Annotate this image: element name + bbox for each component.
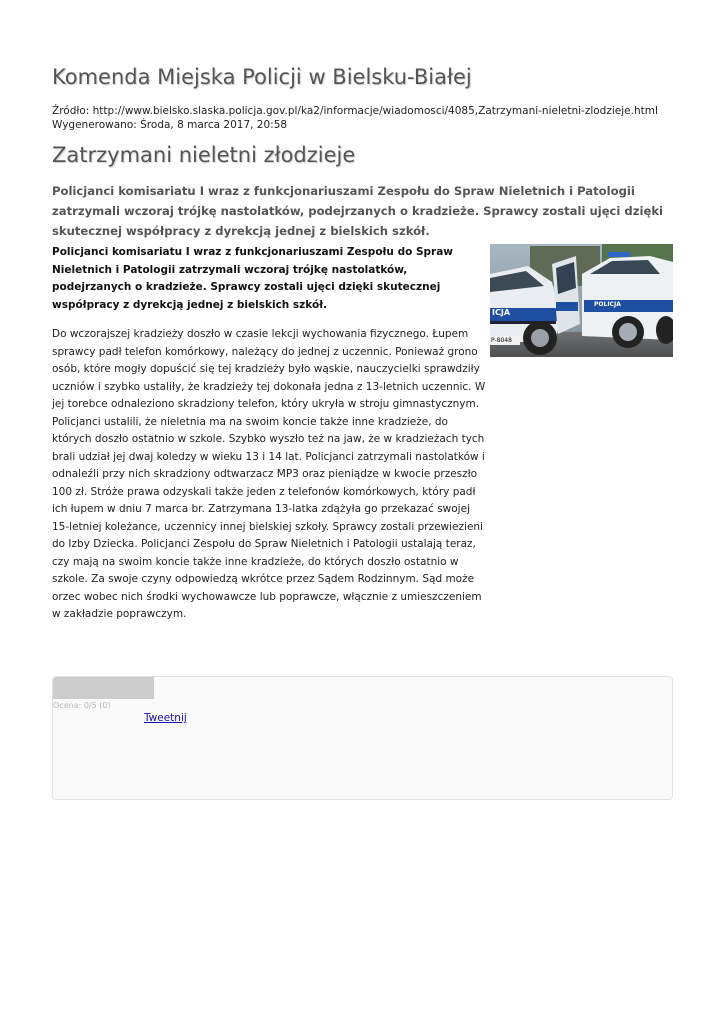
article-photo: [490, 244, 673, 357]
source-line: Źródło: http://www.bielsko.slaska.policja.gov.pl/ka2/informacje/wiadomosci/4085,Zatrzymani-nieletni-zlodzieje.html: [52, 105, 658, 117]
article-lead-repeat: Policjanci komisariatu I wraz z funkcjonariuszami Zespołu do Spraw Nieletnich i Patologii zatrzymali wczoraj trójkę nastolatków, podejrzanych o kradzieże. Sprawcy zostali ujęci dzięki skutecznej współpracy z dyrekcją jednej z bielskich szkół.: [52, 246, 453, 311]
rating-stars[interactable]: [53, 677, 154, 699]
article-lead: Policjanci komisariatu I wraz z funkcjonariuszami Zespołu do Spraw Nieletnich i Patologii zatrzymali wczoraj trójkę nastolatków, podejrzanych o kradzieże. Sprawcy zostali ujęci dzięki skutecznej współpracy z dyrekcją jednej z bielskich szkół.: [52, 184, 664, 238]
site-title: Komenda Miejska Policji w Bielsku-Białej: [52, 65, 472, 89]
article-footer: [52, 676, 673, 800]
meta-info: [52, 104, 673, 132]
photo-text-right: POLICJA: [594, 301, 621, 308]
article-body: Do wczorajszej kradzieży doszło w czasie lekcji wychowania fizycznego. Łupem sprawcy padł telefon komórkowy, należący do jednej z uczennic. Ponieważ grono osób, które mogły dopuścić się tej kradzieży było wąskie, nauczycielki sprawdziły uczniów i szybko ustaliły, że kradzieży tej dokonała jedna z 13-letnich uczennic. W jej torebce odnaleziono skradziony telefon, który ukryła w stroju gimnastycznym. Policjanci ustalili, że nieletnia ma na swoim koncie także inne kradzieże, do których doszło ostatnio w szkole. Szybko wyszło też na jaw, że w kradzieżach tych brali udział jej dwaj koledzy w wieku 13 i 14 lat. Policjanci zatrzymali nastolatków i odnaleźli przy nich skradziony odtwarzacz MP3 oraz pieniądze w kwocie przeszło 100 zł. Stróże prawa odzyskali także jeden z telefonów komórkowych, który padł ich łupem w dniu 7 marca br. Zatrzymana 13-latka zdążyła go przekazać swojej 15-letniej koleżance, uczennicy innej bielskiej szkoły. Sprawcy zostali przewiezieni do Izby Dziecka. Policjanci Zespołu do Spraw Nieletnich i Patologii ustalają teraz, czy mają na swoim koncie także inne kradzieże, do których doszło ostatnio w szkole. Za swoje czyny odpowiedzą wkrótce przez Sądem Rodzinnym. Sąd może orzec wobec nich środki wychowawcze lub poprawcze, włącznie z umieszczeniem w zakładzie poprawczym.: [52, 328, 486, 620]
tweet-link[interactable]: Tweetnij: [144, 712, 187, 724]
rating-label: Ocena: 0/5 (0): [53, 701, 111, 710]
photo-text-left: ICJA: [492, 308, 511, 317]
article-title: Zatrzymani nieletni złodzieje: [52, 143, 356, 167]
generated-line: Wygenerowano: Środa, 8 marca 2017, 20:58: [52, 119, 288, 131]
photo-plate: P-8048: [491, 337, 512, 344]
